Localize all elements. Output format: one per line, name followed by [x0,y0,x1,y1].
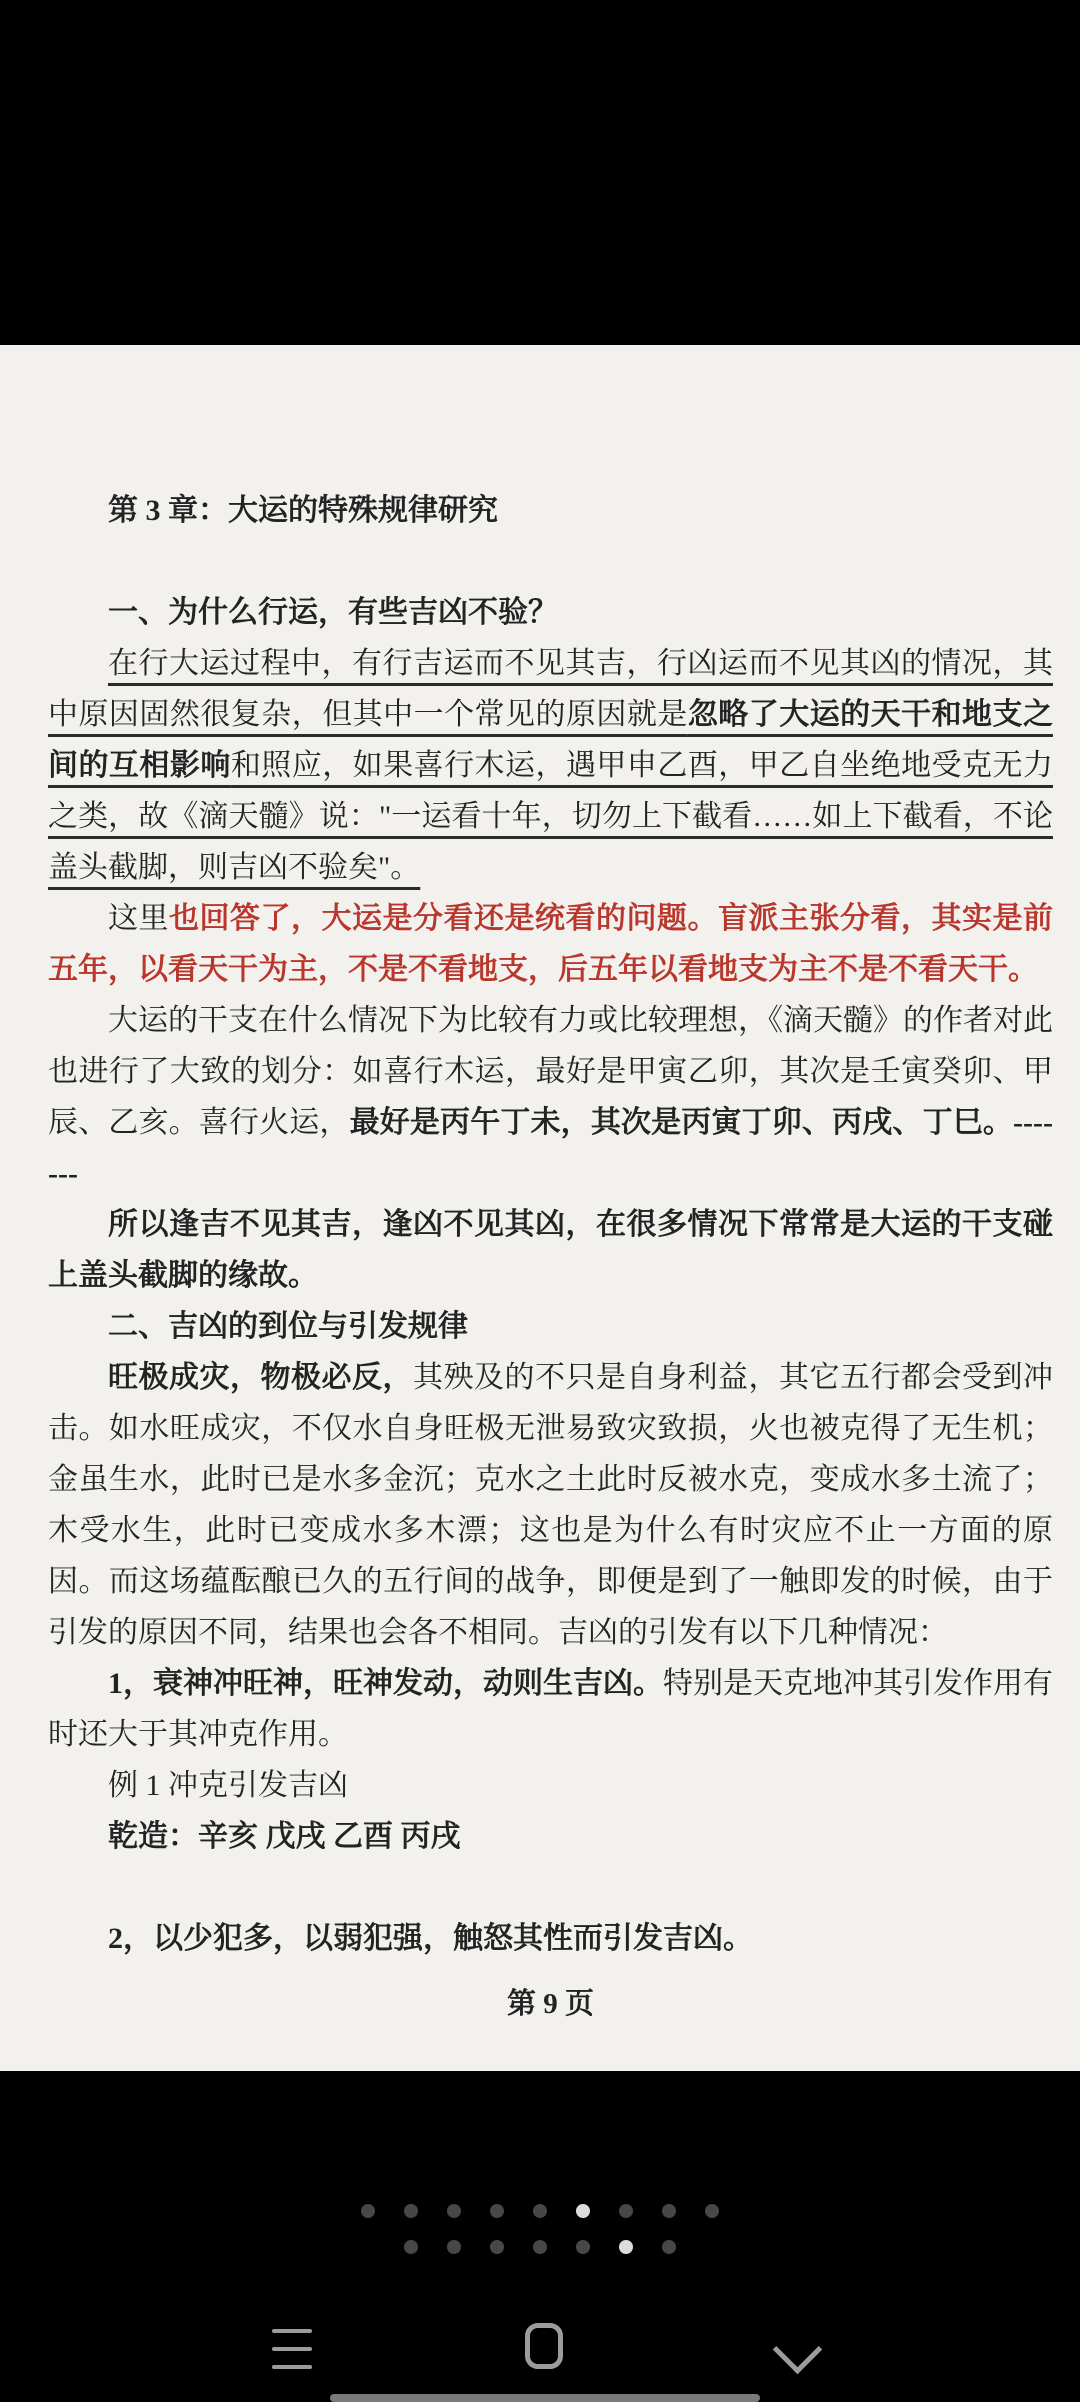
bazi-chart-line: 乾造：辛亥 戊戌 乙酉 丙戌 [108,1820,461,1853]
page-dot[interactable] [705,2204,719,2218]
home-indicator-bar[interactable] [330,2394,760,2402]
paragraph-3-text: 大运的干支在什么情况下为比较有力或比较理想，《滴天髓》的作者对此也进行了大致的划分：如喜行木运，最好是甲寅乙卯，其次是壬寅癸卯、甲辰、乙亥。喜行火运， [48,1004,1053,1139]
paragraph-5-text: 其殃及的不只是自身利益，其它五行都会受到冲击。如水旺成灾，不仅水自身旺极无泄易致灾致损，火也被克得了无生机；金虽生水，此时已是水多金沉；克水之土此时反被水克，变成水多土流了；木受水生，此时已变成水多木漂；这也是为什么有时灾应不止一方面的原因。而这场蕴酝酿已久的五行间的战争，即便是到了一触即发的时候，由于引发的原因不同，结果也会各不相同。吉凶的引发有以下几种情况： [48,1361,1053,1649]
paragraph-6 [48,1658,1053,1760]
page-dot[interactable] [361,2204,375,2218]
paragraph-3-bold-text: 最好是丙午丁未，其次是丙寅丁卯、丙戌、丁巳。------- [48,1106,1053,1190]
paragraph-2-red-text: 也回答了，大运是分看还是统看的问题。盲派主张分看，其实是前五年，以看天干为主，不是不看地支，后五年以看地支为主不是不看天干。 [48,902,1053,986]
hamburger-icon [272,2365,312,2369]
page-dot[interactable] [490,2240,504,2254]
page-dot[interactable] [447,2204,461,2218]
document-content [0,345,1080,2030]
hamburger-icon [272,2329,312,2333]
paragraph-5 [48,1352,1053,1658]
page-dot[interactable] [447,2240,461,2254]
page-dot[interactable] [404,2204,418,2218]
paragraph-1-text-2: 和照应，如果喜行木运，遇甲申乙酉，甲乙自坐绝地受克无力之类，故《滴天髓》说："一运看十年，切勿上下截看……如上下截看，不论盖头截脚，则吉凶不验矣"。 [48,749,1053,884]
page-dot[interactable] [619,2204,633,2218]
page-indicator-row-1[interactable] [0,2204,1080,2218]
paragraph-2-lead: 这里 [108,902,169,935]
hamburger-icon [272,2347,312,2351]
page-dot[interactable] [533,2240,547,2254]
paragraph-7: 2，以少犯多，以弱犯强，触怒其性而引发吉凶。 [108,1922,753,1955]
page-indicator-row-2[interactable] [0,2240,1080,2254]
example-label: 例 1 冲克引发吉凶 [108,1769,348,1802]
page-dot[interactable] [404,2240,418,2254]
section2-heading: 二、吉凶的到位与引发规律 [108,1310,468,1343]
paragraph-6-bold-text: 1，衰神冲旺神，旺神发动，动则生吉凶。 [108,1667,663,1700]
page-dot[interactable] [533,2204,547,2218]
paragraph-6-text: 特别是天克地冲其引发作用有时还大于其冲克作用。 [48,1667,1053,1751]
page-dot-active[interactable] [576,2204,590,2218]
section1-heading: 一、为什么行运，有些吉凶不验？ [108,596,558,629]
paragraph-4: 所以逢吉不见其吉，逢凶不见其凶，在很多情况下常常是大运的干支碰上盖头截脚的缘故。 [48,1208,1053,1292]
paragraph-1 [48,638,1053,893]
page-dot-active[interactable] [619,2240,633,2254]
page-dot[interactable] [662,2204,676,2218]
paragraph-1-text: 在行大运过程中，有行吉运而不见其吉，行凶运而不见其凶的情况，其中原因固然很复杂，但其中一个常见的原因就是 [48,647,1053,731]
paragraph-3 [48,995,1053,1199]
page-number-footer: 第 9 页 [506,1988,594,2020]
status-bar-area [0,0,1080,345]
page-dot[interactable] [576,2240,590,2254]
home-button[interactable] [525,2323,563,2369]
document-page[interactable] [0,345,1080,2071]
paragraph-1-bold-text: 忽略了大运的天干和地支之间的互相影响 [48,698,1053,782]
paragraph-5-bold-text: 旺极成灾，物极必反， [108,1361,413,1394]
page-dot[interactable] [662,2240,676,2254]
page-dot[interactable] [490,2204,504,2218]
paragraph-2 [48,893,1053,995]
recents-button[interactable] [272,2329,312,2369]
chapter-title: 第 3 章：大运的特殊规律研究 [108,494,498,527]
